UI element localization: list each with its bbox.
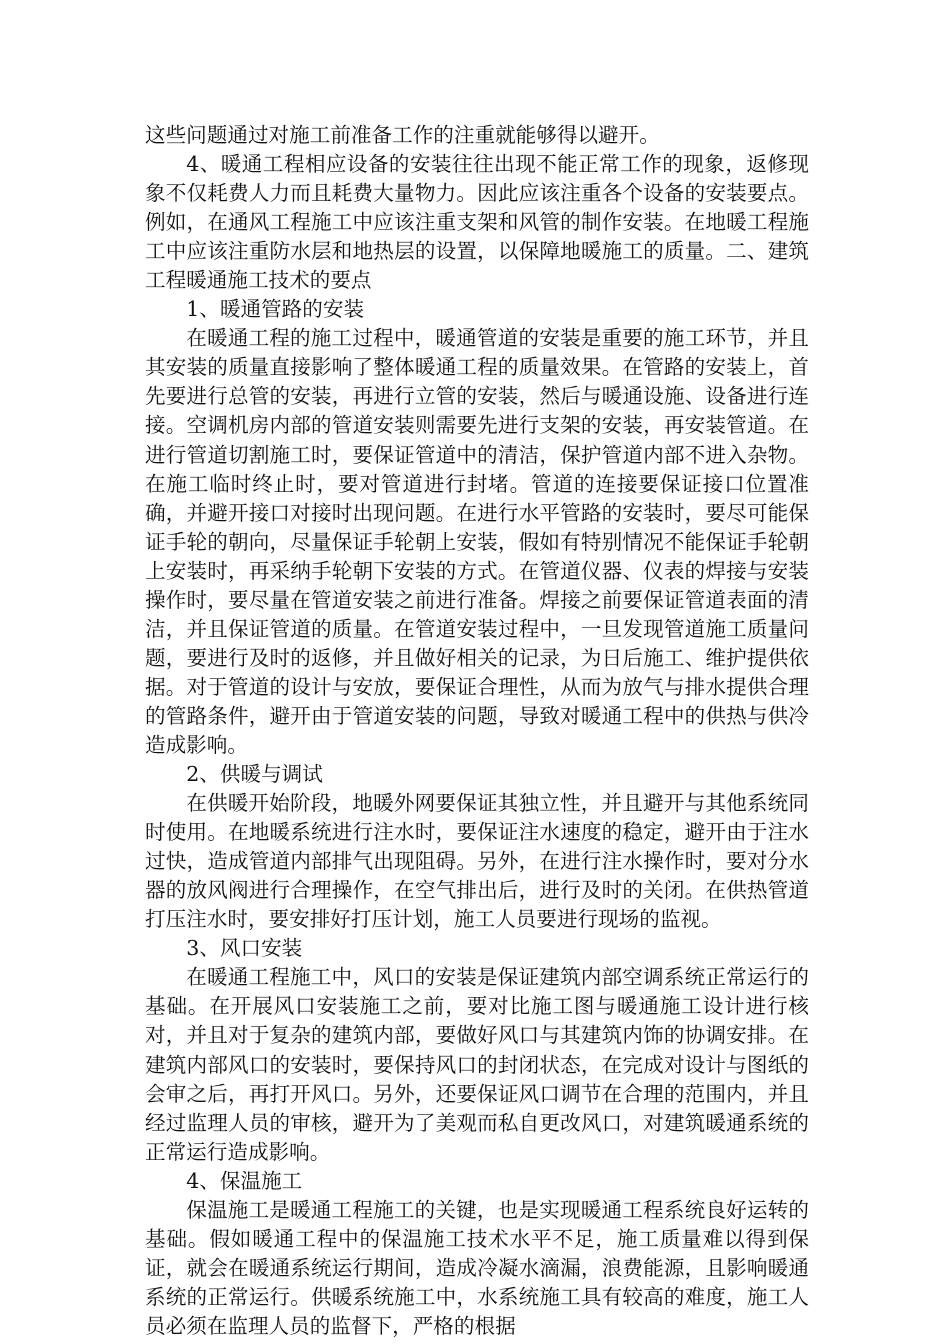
paragraph-pipe-installation: 在暖通工程的施工过程中，暖通管道的安装是重要的施工环节，并且其安装的质量直接影响了整体暖通工程的质量效果。在管路的安装上，首先要进行总管的安装，再进行立管的安装，然后与暖通设施、设备进行连接。空调机房内部的管道安装则需要先进行支架的安装，再安装管道。在进行管道切割施工时，要保证管道中的清洁，保护管道内部不进入杂物。在施工临时终止时，要对管道进行封堵。管道的连接要保证接口位置准确，并避开接口对接时出现问题。在进行水平管路的安装时，要尽可能保证手轮的朝向，尽量保证手轮朝上安装，假如有特别情况不能保证手轮朝上安装时，再采纳手轮朝下安装的方式。在管道仪器、仪表的焊接与安装操作时，要尽量在管道安装之前进行准备。焊接之前要保证管道表面的清洁，并且保证管道的质量。在管道安装过程中，一旦发现管道施工质量问题，要进行及时的返修，并且做好相关的记录，为日后施工、维护提供依据。对于管道的设计与安放，要保证合理性，从而为放气与排水提供合理的管路条件，避开由于管道安装的问题，导致对暖通工程中的供热与供冷造成影响。 <box>145 326 809 757</box>
paragraph-vent-installation: 在暖通工程施工中，风口的安装是保证建筑内部空调系统正常运行的基础。在开展风口安装施工之前，要对比施工图与暖通施工设计进行核对，并且对于复杂的建筑内部，要做好风口与其建筑内饰的协调安排。在建筑内部风口的安装时，要保持风口的封闭状态，在完成对设计与图纸的会审之后，再打开风口。另外，还要保证风口调节在合理的范围内，并且经过监理人员的审核，避开为了美观而私自更改风口，对建筑暖通系统的正常运行造成影响。 <box>145 965 809 1164</box>
section-heading-vent-installation: 3、风口安装 <box>186 936 303 961</box>
paragraph-heating-debugging: 在供暖开始阶段，地暖外网要保证其独立性，并且避开与其他系统同时使用。在地暖系统进行注水时，要保证注水速度的稳定，避开由于注水过快，造成管道内部排气出现阻碍。另外，在进行注水操作时，要对分水器的放风阀进行合理操作，在空气排出后，进行及时的关闭。在供热管道打压注水时，要安排好打压计划，施工人员要进行现场的监视。 <box>145 791 809 932</box>
section-heading-pipe-installation: 1、暖通管路的安装 <box>186 297 365 322</box>
section-heading-insulation: 4、保温施工 <box>186 1168 303 1193</box>
paragraph-equipment-installation: 4、暖通工程相应设备的安装往往出现不能正常工作的现象，返修现象不仅耗费人力而且耗费大量物力。因此应该注重各个设备的安装要点。例如，在通风工程施工中应该注重支架和风管的制作安装。在地暖工程施工中应该注重防水层和地热层的设置，以保障地暖施工的质量。二、建筑工程暖通施工技术的要点 <box>145 152 809 293</box>
section-heading-heating-debugging: 2、供暖与调试 <box>186 762 323 787</box>
document-body <box>145 121 809 1341</box>
paragraph-intro: 这些问题通过对施工前准备工作的注重就能够得以避开。 <box>145 123 660 147</box>
paragraph-insulation: 保温施工是暖通工程施工的关键，也是实现暖通工程系统良好运转的基础。假如暖通工程中的保温施工技术水平不足，施工质量难以得到保证，就会在暖通系统运行期间，造成冷凝水滴漏，浪费能源，且影响暖通系统的正常运行。供暖系统施工中，水系统施工具有较高的难度，施工人员必须在监理人员的监督下，严格的根据 <box>145 1197 809 1338</box>
